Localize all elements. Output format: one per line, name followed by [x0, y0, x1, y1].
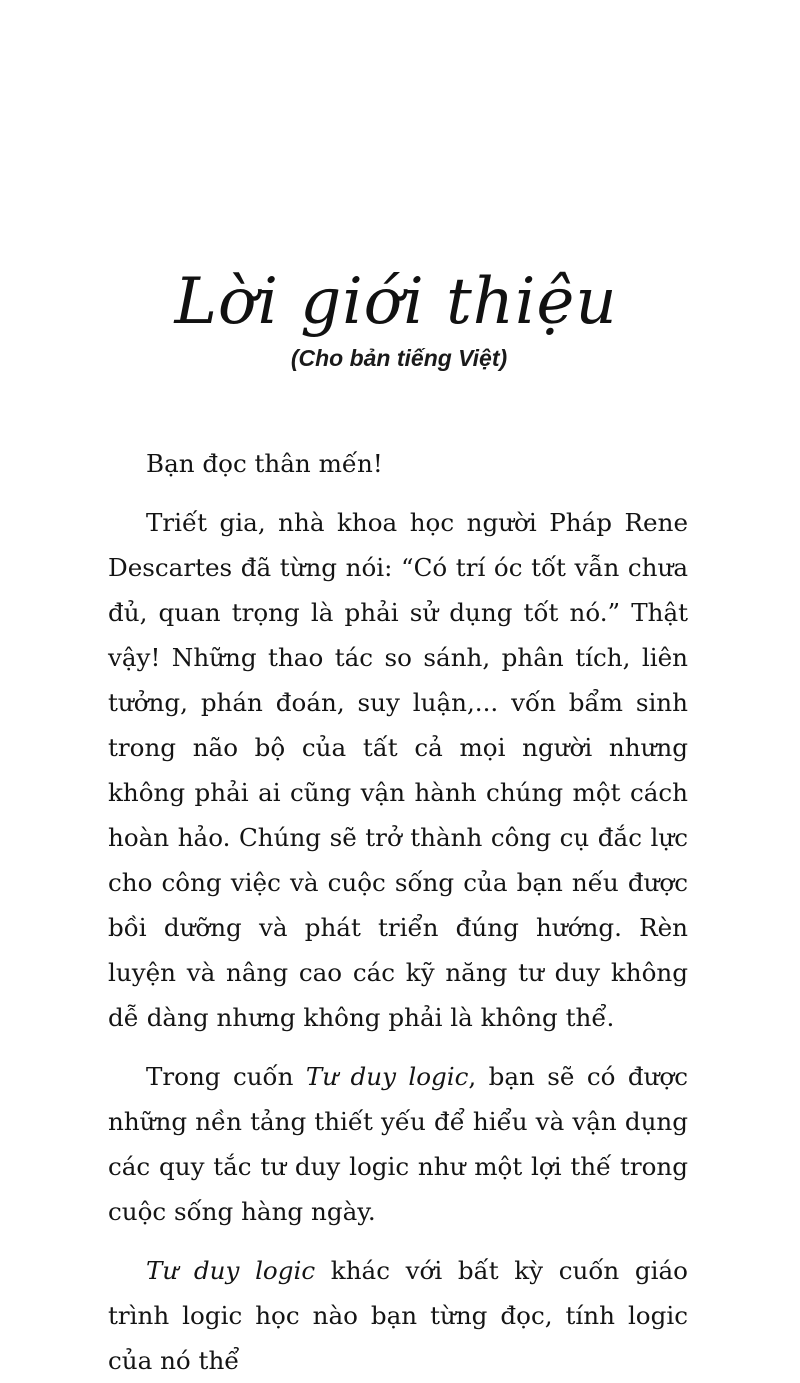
- book-title: Tư duy logic: [146, 1256, 316, 1285]
- text-segment: , bạn sẽ có được những nền tảng thiết yếu để hiểu và vận dụng các quy tắc tư duy logic như một lợi thế trong cuộc sống hàng ngày.: [108, 1062, 688, 1226]
- text-segment: Trong cuốn: [146, 1062, 306, 1091]
- paragraph-descartes: Triết gia, nhà khoa học người Pháp Rene Descartes đã từng nói: “Có trí óc tốt vẫn chưa đủ, quan trọng là phải sử dụng tốt nó.” Thật vậy! Những thao tác so sánh, phân tích, liên tưởng, phán đoán, suy luận,... vốn bẩm sinh trong não bộ của tất cả mọi người nhưng không phải ai cũng vận hành chúng một cách hoàn hảo. Chúng sẽ trở thành công cụ đắc lực cho công việc và cuộc sống của bạn nếu được bồi dưỡng và phát triển đúng hướng. Rèn luyện và nâng cao các kỹ năng tư duy không dễ dàng nhưng không phải là không thể.: [108, 508, 688, 1032]
- paragraph-book-difference: [108, 1248, 688, 1383]
- body-text: [108, 441, 688, 1383]
- page-title: Lời giới thiệu: [174, 265, 618, 339]
- page-subtitle: (Cho bản tiếng Việt): [290, 345, 508, 371]
- greeting-paragraph: Bạn đọc thân mến!: [146, 449, 383, 478]
- text-segment: khác với bất kỳ cuốn giáo trình logic học nào bạn từng đọc, tính logic của nó thể: [108, 1256, 688, 1375]
- book-title: Tư duy logic: [305, 1062, 469, 1091]
- paragraph-book-intro: [108, 1054, 688, 1234]
